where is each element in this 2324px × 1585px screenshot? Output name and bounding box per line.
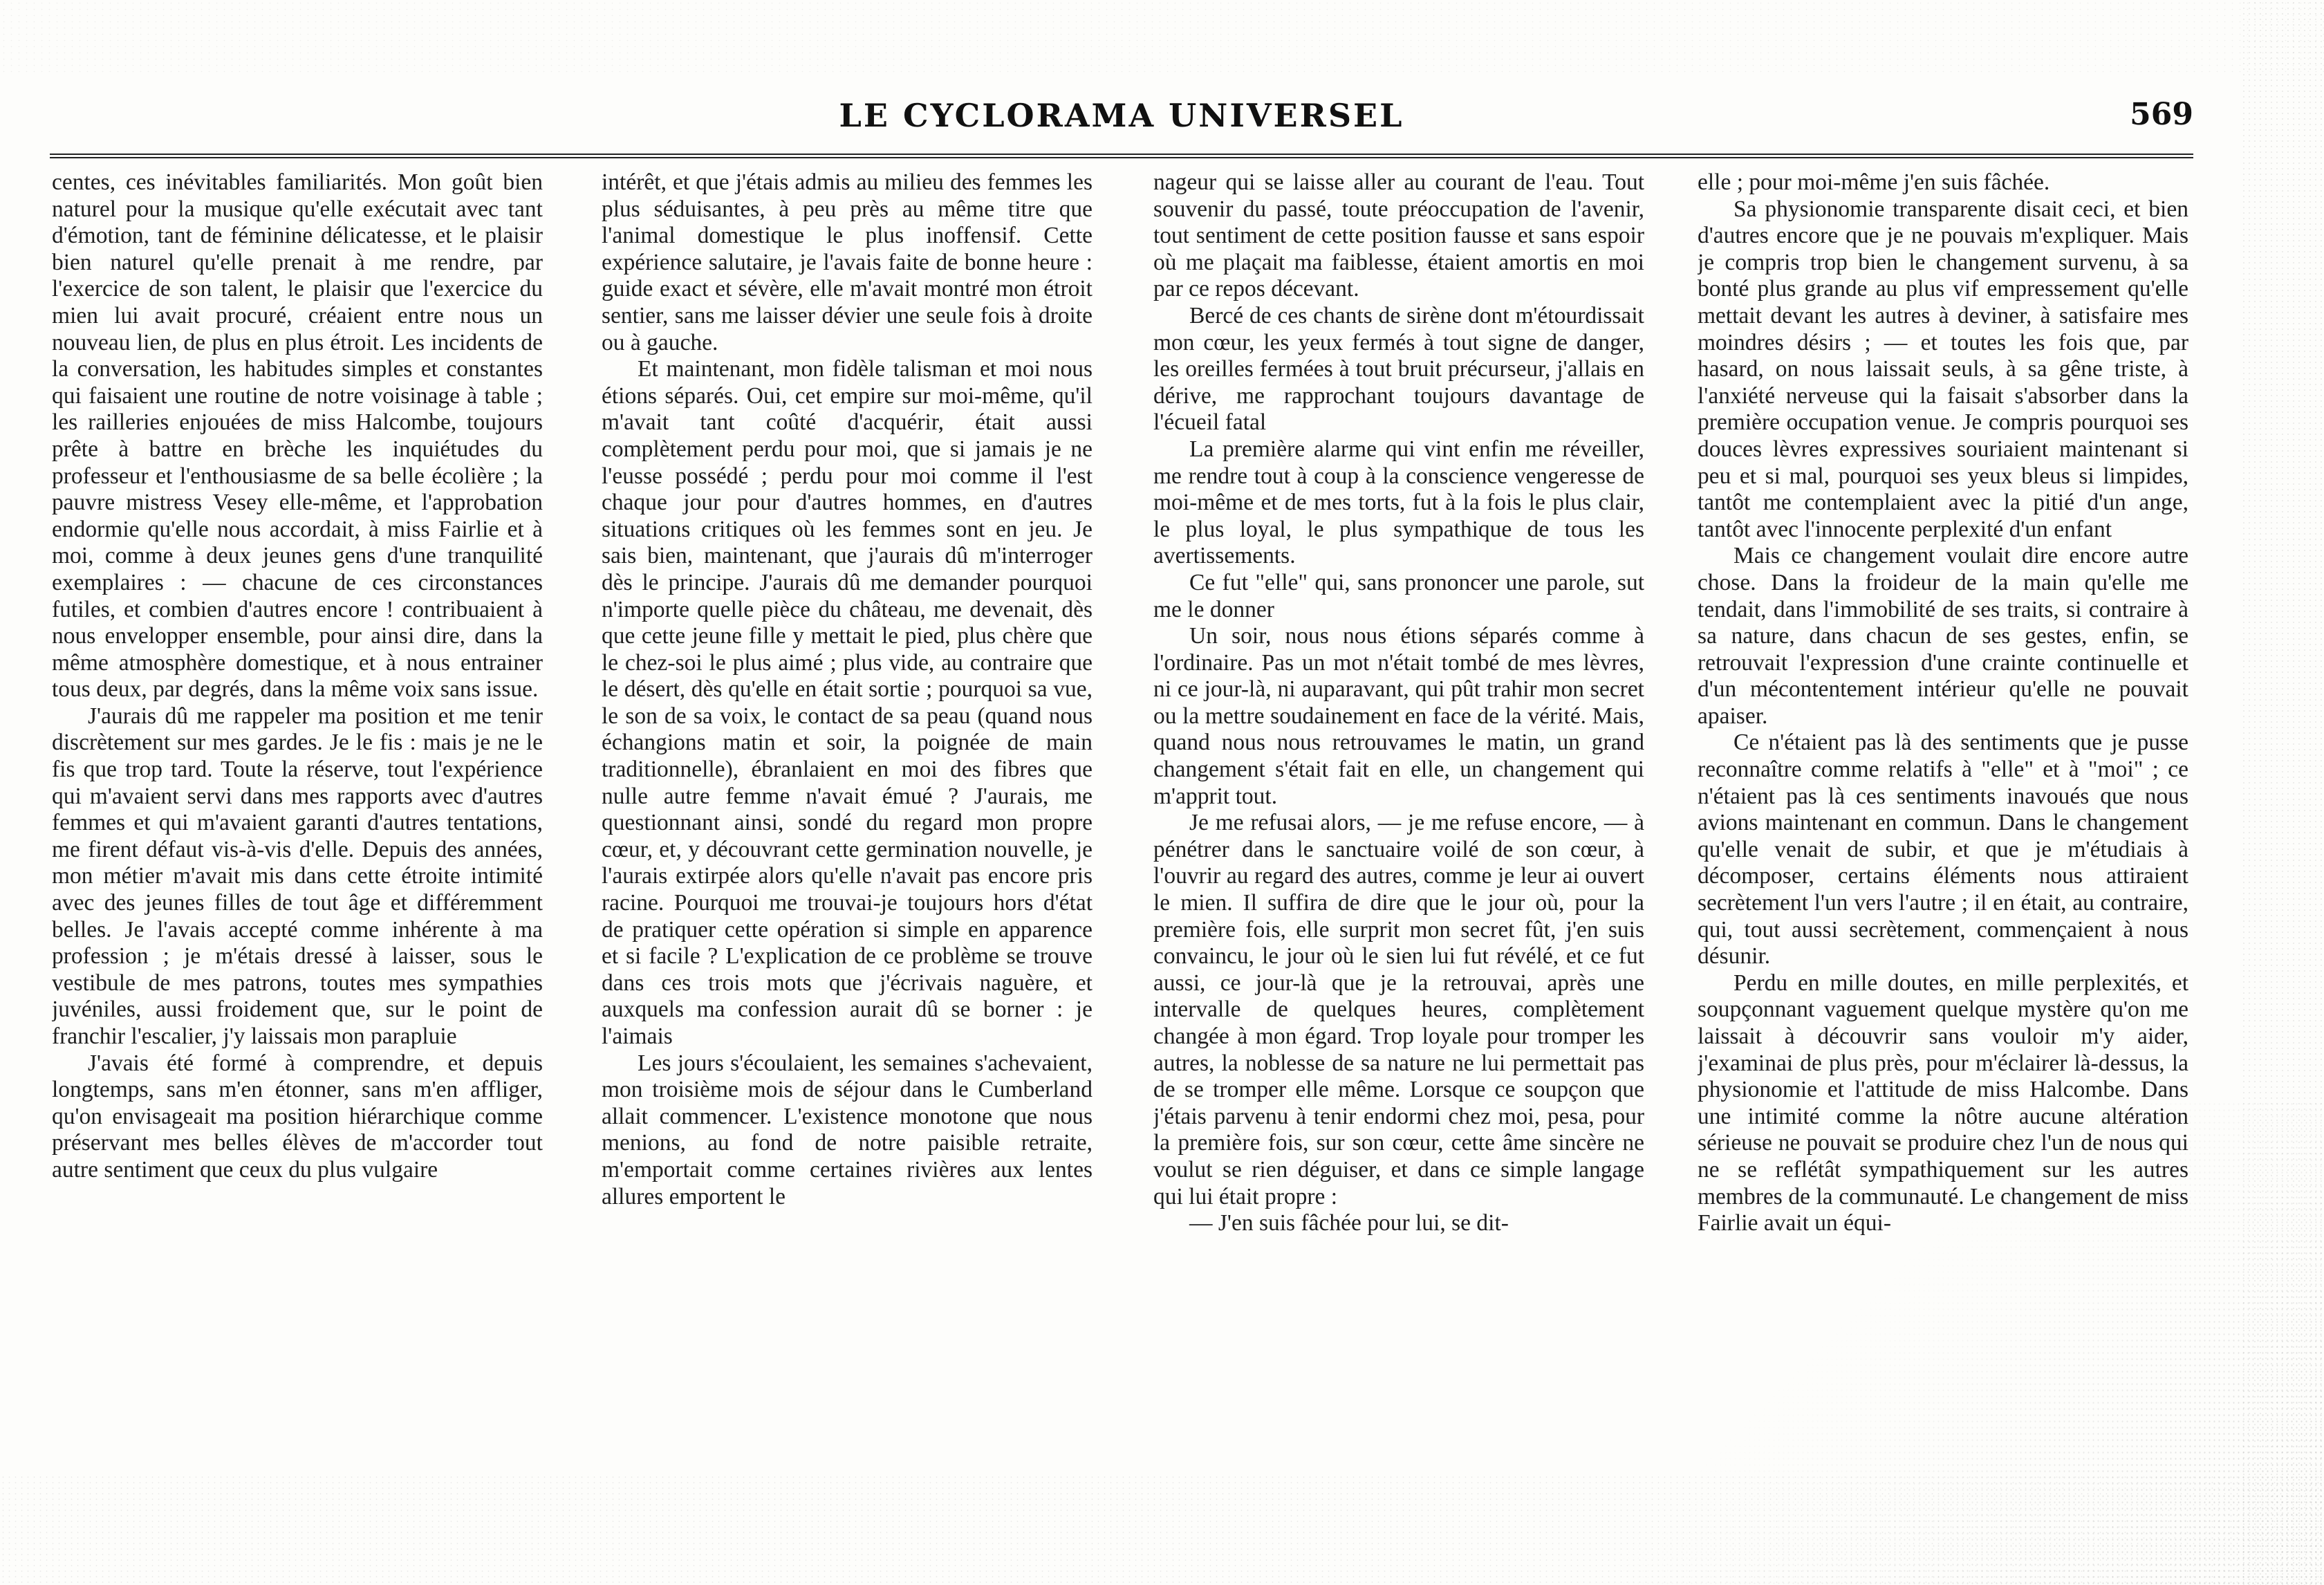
running-title: LE CYCLORAMA UNIVERSEL xyxy=(839,97,1404,134)
paper-texture-bottom xyxy=(0,1474,2324,1585)
paragraph: Je me refusai alors, — je me refuse encore, — à pénétrer dans le sanctuaire voilé de son cœur, à l'ouvrir au regard des autres, comme je leur ai ouvert le mien. Il suffira de dire que le jour où, pour la première fois, elle surprit mon secret fût, j'en suis convaincu, le jour où le sien lui fut révélé, et ce fut aussi, ce jour-là que je la retrouvai, après une intervalle de quelques heures, complètement changée à mon égard. Trop loyale pour tromper les autres, la noblesse de sa nature ne lui permettait pas de se tromper elle même. Lorsque ce soupçon que j'étais parvenu à tenir endormi chez moi, pesa, pour la première fois, sur son cœur, cette âme sincère ne voulut se rien déguiser, et dans ce simple langage qui lui était propre : xyxy=(1153,810,1644,1209)
paragraph: centes, ces inévitables familiarités. Mon goût bien naturel pour la musique qu'elle exécutait avec tant d'émotion, tant de féminine délicatesse, et le plaisir bien naturel qu'elle prenait à me rendre, par l'exercice de son talent, le plaisir que l'exercice du mien lui avait procuré, créaient entre nous un nouveau lien, de plus en plus étroit. Les incidents de la conversation, les habitudes simples et constantes qui faisaient une routine de notre voisinage à table ; les railleries enjouées de miss Halcombe, toujours prête à battre en brèche les inquiétudes du professeur et l'enthousiasme de sa belle écolière ; la pauvre mistress Vesey elle-même, et l'approbation endormie qu'elle nous accordait, à miss Fairlie et à moi, comme à deux jeunes gens d'une tranquilité exemplaires : — chacune de ces circonstances futiles, et combien d'autres encore ! contribuaient à nous envelopper ensemble, pour ainsi dire, dans la même atmosphère domestique, et à nous entrainer tous deux, par degrés, dans la même voix sans issue. xyxy=(52,169,543,703)
paragraph: J'aurais dû me rappeler ma position et me tenir discrètement sur mes gardes. Je le fis : mais je ne le fis que trop tard. Toute la réserve, tout l'expérience qui m'avaient servi dans mes rapports avec d'autres femmes et qui m'avaient garanti d'autres tentations, me firent défaut vis-à-vis d'elle. Depuis des années, mon métier m'avait mis dans cette étroite intimité avec des jeunes filles de tout âge et différemment belles. Je l'avais accepté comme inhérente à ma profession ; je m'étais dressé à laisser, sous le vestibule de mes patrons, toutes mes sympathies juvéniles, aussi froidement que, sur le point de franchir l'escalier, j'y laissais mon parapluie xyxy=(52,703,543,1049)
paragraph: Bercé de ces chants de sirène dont m'étourdissait mon cœur, les yeux fermés à tout signe de danger, les oreilles fermées à tout bruit précurseur, j'allais en dérive, me rapprochant toujours davantage de l'écueil fatal xyxy=(1153,302,1644,436)
paragraph: — J'en suis fâchée pour lui, se dit- xyxy=(1189,1210,1509,1236)
paragraph: La première alarme qui vint enfin me réveiller, me rendre tout à coup à la conscience vengeresse de moi-même et de mes torts, fut à la fois le plus clair, le plus loyal, le plus sympathique de tous les avertissements. xyxy=(1153,436,1644,569)
paragraph: Ce fut "elle" qui, sans prononcer une parole, sut me le donner xyxy=(1153,569,1644,622)
paragraph: elle ; pour moi-même j'en suis fâchée. xyxy=(1698,169,2050,195)
text-column-2 xyxy=(602,169,1093,1470)
paragraph: nageur qui se laisse aller au courant de l'eau. Tout souvenir du passé, toute préoccupation de l'avenir, tout sentiment de cette position fausse et sans espoir où me plaçait ma faiblesse, étaient amortis en moi par ce repos décevant. xyxy=(1153,169,1644,302)
text-column-1 xyxy=(52,169,543,1470)
paragraph: Un soir, nous nous étions séparés comme à l'ordinaire. Pas un mot n'était tombé de mes lèvres, ni ce jour-là, ni auparavant, qui pût trahir mon secret ou la mettre soudainement en face de la vérité. Mais, quand nous nous retrouvames le matin, un grand changement s'était fait en elle, un changement qui m'apprit tout. xyxy=(1153,623,1644,809)
running-header xyxy=(50,97,2193,145)
paragraph: Perdu en mille doutes, en mille perplexités, et soupçonnant vaguement quelque mystère qu'on me laissait à découvrir sans vouloir m'y aider, j'examinai de plus près, pour m'éclairer là-dessus, la physionomie et l'attitude de miss Halcombe. Dans une intimité comme la nôtre aucune altération sérieuse ne pouvait se produire chez l'un de nous qui ne se reflétât sympathiquement sur les autres membres de la communauté. Le changement de miss Fairlie avait un équi- xyxy=(1698,970,2188,1236)
paper-texture-top xyxy=(0,0,2324,76)
paragraph: J'avais été formé à comprendre, et depuis longtemps, sans m'en étonner, sans m'en affliger, qu'on envisageait ma position hiérarchique comme préservant mes belles élèves de m'accorder tout autre sentiment que ceux du plus vulgaire xyxy=(52,1050,543,1183)
header-double-rule xyxy=(50,154,2193,158)
page-number: 569 xyxy=(2130,97,2193,132)
text-column-4 xyxy=(1698,169,2188,1470)
paragraph: Sa physionomie transparente disait ceci, et bien d'autres encore que je ne pouvais m'expliquer. Mais je compris trop bien le changement survenu, à sa bonté plus grande au plus vif empressement qu'elle mettait devant les autres à deviner, à satisfaire mes moindres désirs ; — et toutes les fois que, par hasard, on nous laissait seuls, à sa gêne triste, à l'anxiété nerveuse qui la faisait s'absorber dans la première occupation venue. Je compris pourquoi ses douces lèvres expressives souriaient maintenant si peu et si mal, pourquoi ses yeux bleus si limpides, tantôt me contemplaient avec la pitié d'un ange, tantôt avec l'innocente perplexité d'un enfant xyxy=(1698,196,2188,542)
paragraph: intérêt, et que j'étais admis au milieu des femmes les plus séduisantes, à peu près au même titre que l'animal domestique le plus inoffensif. Cette expérience salutaire, je l'avais faite de bonne heure : guide exact et sévère, elle m'avait montré mon étroit sentier, sans me laisser dévier une seule fois à droite ou à gauche. xyxy=(602,169,1093,355)
paragraph: Et maintenant, mon fidèle talisman et moi nous étions séparés. Oui, cet empire sur moi-même, qu'il m'avait tant coûté d'acquérir, était aussi complètement perdu pour moi, que si jamais je ne l'eusse possédé ; perdu pour moi comme il l'est chaque jour pour d'autres hommes, en d'autres situations critiques où les femmes sont en jeu. Je sais bien, maintenant, que j'aurais dû m'interroger dès le principe. J'aurais dû me demander pourquoi n'importe quelle pièce du château, me devenait, dès que cette jeune fille y mettait le pied, plus chère que le chez-soi le plus aimé ; plus vide, au contraire que le désert, dès qu'elle en était sortie ; pourquoi sa vue, le son de sa voix, le contact de sa peau (quand nous échangions matin et soir, la poignée de main traditionnelle), ébranlaient en moi des fibres que nulle autre femme n'avait émué ? J'aurais, me questionnant ainsi, sondé du regard mon propre cœur, et, y découvrant cette germination nouvelle, je l'aurais extirpée alors qu'elle n'avait pas encore pris racine. Pourquoi me trouvai-je toujours hors d'état de pratiquer cette opération si simple en apparence et si facile ? L'explication de ce problème se trouve dans ces trois mots que j'écrivais naguère, et auxquels ma confession aurait dû se borner : je l'aimais xyxy=(602,356,1093,1049)
paragraph: Les jours s'écoulaient, les semaines s'achevaient, mon troisième mois de séjour dans le Cumberland allait commencer. L'existence monotone que nous menions, au fond de notre paisible retraite, m'emportait comme certaines rivières aux lentes allures emportent le xyxy=(602,1050,1093,1209)
paper-texture-right xyxy=(2241,0,2324,1585)
paragraph: Ce n'étaient pas là des sentiments que je pusse reconnaître comme relatifs à "elle" et à "moi" ; ce n'étaient pas là ces sentiments inavoués que nous avions maintenant en commun. Dans le changement qu'elle venait de subir, et que je m'étudiais à décomposer, certains éléments nous attiraient secrètement l'un vers l'autre ; il en était, au contraire, qui, tout aussi secrètement, commençaient à nous désunir. xyxy=(1698,730,2188,970)
text-column-3 xyxy=(1153,169,1644,1470)
paragraph: Mais ce changement voulait dire encore autre chose. Dans la froideur de la main qu'elle me tendait, dans l'immobilité de ses traits, si contraire à sa nature, dans chacun de ses gestes, enfin, se retrouvait l'expression d'une crainte continuelle et d'un mécontentement intérieur qu'elle ne pouvait apaiser. xyxy=(1698,543,2188,729)
